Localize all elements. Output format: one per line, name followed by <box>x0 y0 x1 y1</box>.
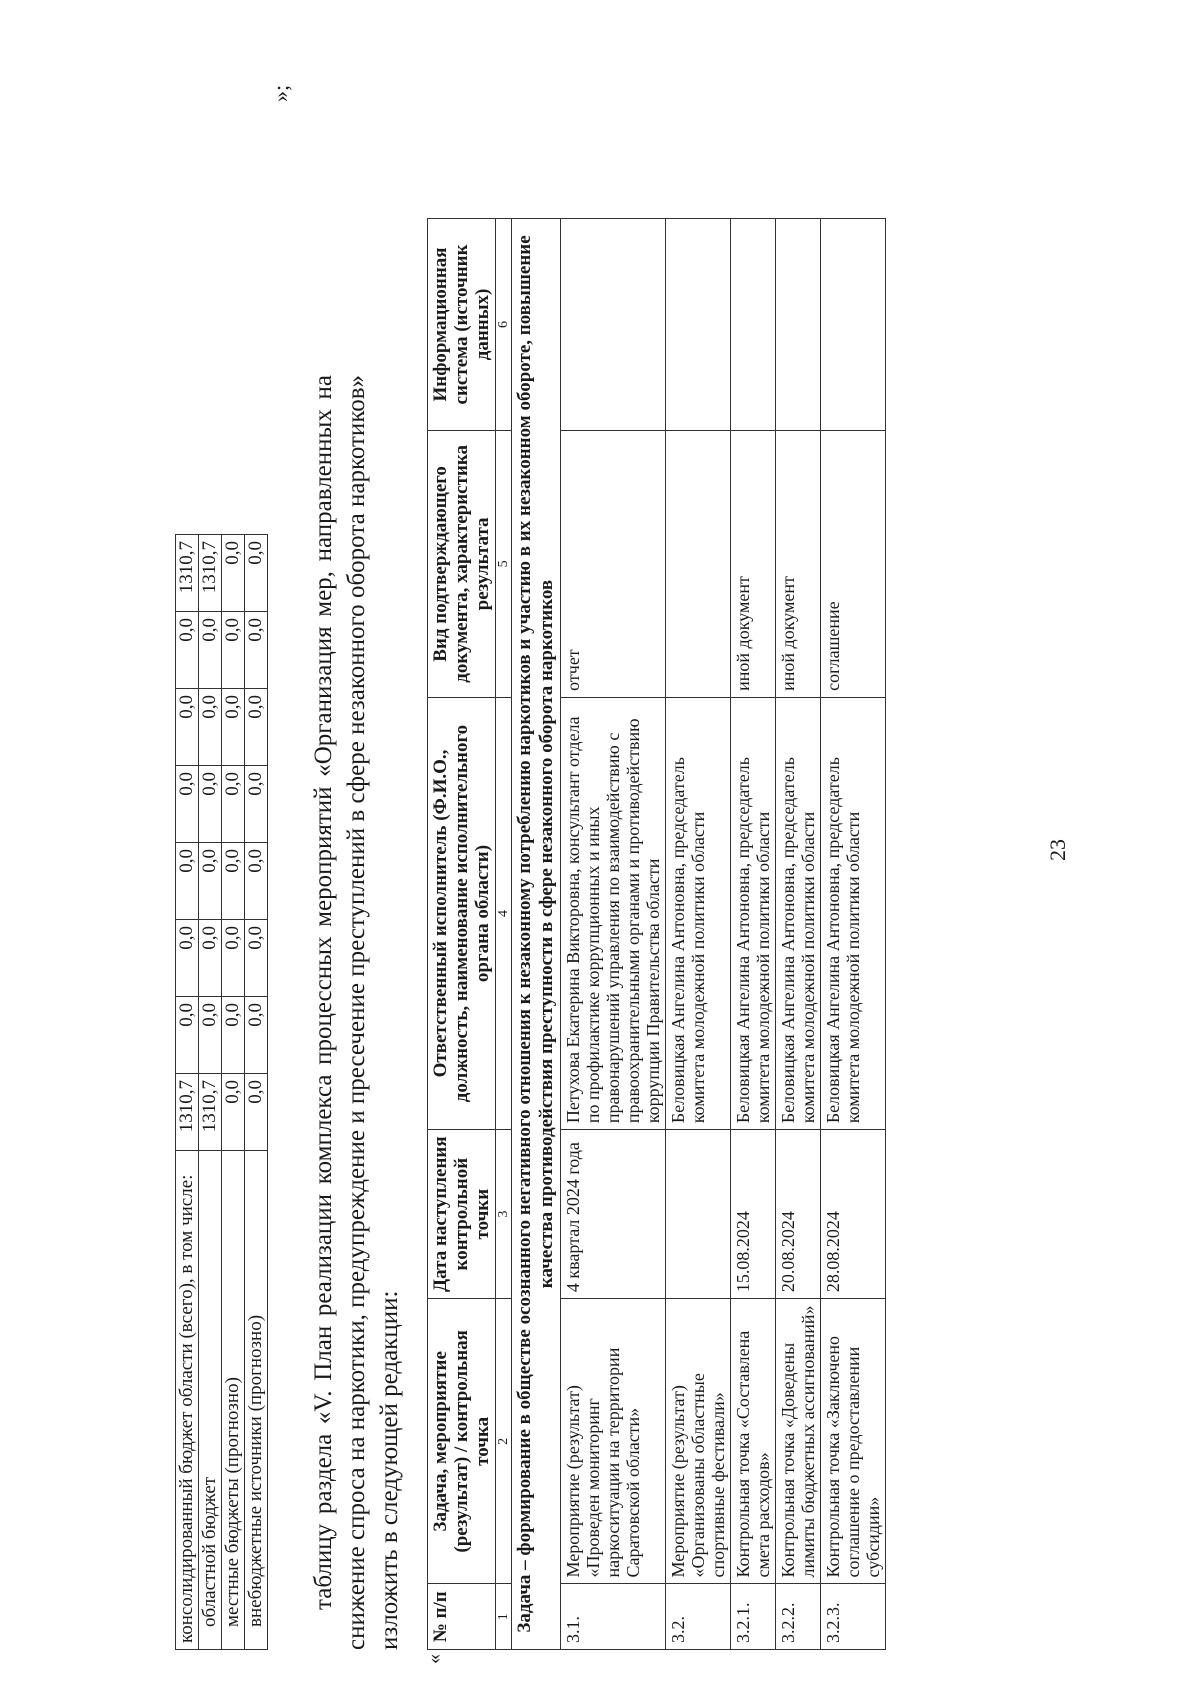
summary-value: 0,0 <box>222 689 245 766</box>
row-document: иной документ <box>776 430 821 697</box>
row-name: Мероприятие (результат) «Организованы областные спортивные фестивали» <box>666 1299 731 1584</box>
row-info <box>561 219 666 431</box>
row-document: иной документ <box>731 430 776 697</box>
row-date: 20.08.2024 <box>776 1130 821 1299</box>
summary-value: 0,0 <box>245 997 268 1074</box>
summary-value: 0,0 <box>222 612 245 689</box>
row-date <box>666 1130 731 1299</box>
summary-value: 0,0 <box>176 612 199 689</box>
row-executor: Беловицкая Ангелина Антоновна, председатель комитета молодежной политики области <box>666 697 731 1129</box>
summary-value: 0,0 <box>176 843 199 920</box>
column-number-row <box>496 219 512 1650</box>
summary-value: 0,0 <box>176 920 199 997</box>
row-date: 15.08.2024 <box>731 1130 776 1299</box>
row-name: Контрольная точка «Доведены лимиты бюджетных ассигнований» <box>776 1299 821 1584</box>
row-name: Контрольная точка «Составлена смета расходов» <box>731 1299 776 1584</box>
row-executor: Беловицкая Ангелина Антоновна, председатель комитета молодежной политики области <box>821 697 886 1129</box>
column-number: 3 <box>496 1130 512 1299</box>
header-info-system: Информационная система (источник данных) <box>428 219 496 431</box>
header-document: Вид подтверждающего документа, характеристика результата <box>428 430 496 697</box>
summary-value: 0,0 <box>199 612 222 689</box>
amendment-paragraph: таблицу раздела «V. План реализации комплекса процессных мероприятий «Организация мер, направленных на снижение спроса на наркотики, предупреждение и пресечение преступлений в сфере незаконного оборота наркотиков» изложить в следующей редакции: <box>310 375 403 1650</box>
row-executor: Петухова Екатерина Викторовна, консультант отдела по профилактике коррупционных и иных правонарушений управления по взаимодействию с правоохранительными органами и противодействию коррупции Правительства области <box>561 697 666 1129</box>
task-row <box>512 219 561 1650</box>
row-num: 3.2. <box>666 1584 731 1650</box>
column-number: 2 <box>496 1299 512 1584</box>
row-name: Мероприятие (результат) «Проведен мониторинг наркоситуации на территории Саратовской области» <box>561 1299 666 1584</box>
table-row <box>561 219 666 1650</box>
summary-row <box>222 535 245 1650</box>
plan-table <box>427 218 886 1650</box>
summary-value: 0,0 <box>176 997 199 1074</box>
summary-value: 0,0 <box>245 843 268 920</box>
row-name: Контрольная точка «Заключено соглашение о предоставлении субсидии» <box>821 1299 886 1584</box>
table-row <box>821 219 886 1650</box>
row-executor: Беловицкая Ангелина Антоновна, председатель комитета молодежной политики области <box>731 697 776 1129</box>
summary-label: местные бюджеты (прогнозно) <box>222 1151 245 1650</box>
summary-value: 1310,7 <box>176 535 199 612</box>
row-info <box>731 219 776 431</box>
row-document: соглашение <box>821 430 886 697</box>
table-row <box>666 219 731 1650</box>
column-number: 1 <box>496 1584 512 1650</box>
summary-value: 0,0 <box>199 766 222 843</box>
row-executor: Беловицкая Ангелина Антоновна, председатель комитета молодежной политики области <box>776 697 821 1129</box>
summary-value: 0,0 <box>222 535 245 612</box>
summary-label: областной бюджет <box>199 1151 222 1650</box>
summary-value: 1310,7 <box>199 1074 222 1151</box>
column-number: 5 <box>496 430 512 697</box>
summary-row <box>245 535 268 1650</box>
summary-row <box>176 535 199 1650</box>
summary-value: 0,0 <box>245 1074 268 1151</box>
row-num: 3.2.1. <box>731 1584 776 1650</box>
row-info <box>666 219 731 431</box>
summary-value: 0,0 <box>245 920 268 997</box>
summary-value: 0,0 <box>199 997 222 1074</box>
summary-value: 0,0 <box>176 766 199 843</box>
row-num: 3.1. <box>561 1584 666 1650</box>
summary-value: 0,0 <box>222 766 245 843</box>
column-number: 6 <box>496 219 512 431</box>
summary-value: 0,0 <box>222 920 245 997</box>
row-num: 3.2.3. <box>821 1584 886 1650</box>
row-num: 3.2.2. <box>776 1584 821 1650</box>
summary-row <box>199 535 222 1650</box>
funding-summary-table <box>175 534 268 1650</box>
summary-value: 0,0 <box>245 535 268 612</box>
summary-value: 0,0 <box>222 843 245 920</box>
header-num: № п/п <box>428 1584 496 1650</box>
header-task: Задача, мероприятие (результат) / контрольная точка <box>428 1299 496 1584</box>
table-row <box>731 219 776 1650</box>
summary-value: 0,0 <box>199 843 222 920</box>
row-date: 28.08.2024 <box>821 1130 886 1299</box>
header-date: Дата наступления контрольной точки <box>428 1130 496 1299</box>
column-number: 4 <box>496 697 512 1129</box>
summary-value: 0,0 <box>222 997 245 1074</box>
row-info <box>776 219 821 431</box>
summary-label: консолидированный бюджет области (всего), в том числе: <box>176 1151 199 1650</box>
summary-value: 0,0 <box>245 612 268 689</box>
row-date: 4 квартал 2024 года <box>561 1130 666 1299</box>
summary-value: 0,0 <box>245 766 268 843</box>
summary-value: 0,0 <box>199 920 222 997</box>
summary-value: 1310,7 <box>199 535 222 612</box>
row-document <box>666 430 731 697</box>
opening-quote: « <box>423 1654 445 1664</box>
header-row <box>428 219 496 1650</box>
closing-quote: »; <box>268 84 293 102</box>
summary-value: 1310,7 <box>176 1074 199 1151</box>
summary-value: 0,0 <box>176 689 199 766</box>
header-executor: Ответственный исполнитель (Ф.И.О., должность, наименование исполнительного органа области) <box>428 697 496 1129</box>
row-info <box>821 219 886 431</box>
rotated-page-content <box>175 50 1200 1664</box>
table-row <box>776 219 821 1650</box>
summary-label: внебюджетные источники (прогнозно) <box>245 1151 268 1650</box>
task-text: Задача – формирование в обществе осознанного негативного отношения к незаконному потреблению наркотиков и участию в их незаконном обороте, повышение качества противодействия преступности в сфере незаконного оборота наркотиков <box>512 219 561 1650</box>
page-number: 23 <box>1045 839 1070 861</box>
summary-value: 0,0 <box>199 689 222 766</box>
summary-value: 0,0 <box>222 1074 245 1151</box>
row-document: отчет <box>561 430 666 697</box>
summary-value: 0,0 <box>245 689 268 766</box>
